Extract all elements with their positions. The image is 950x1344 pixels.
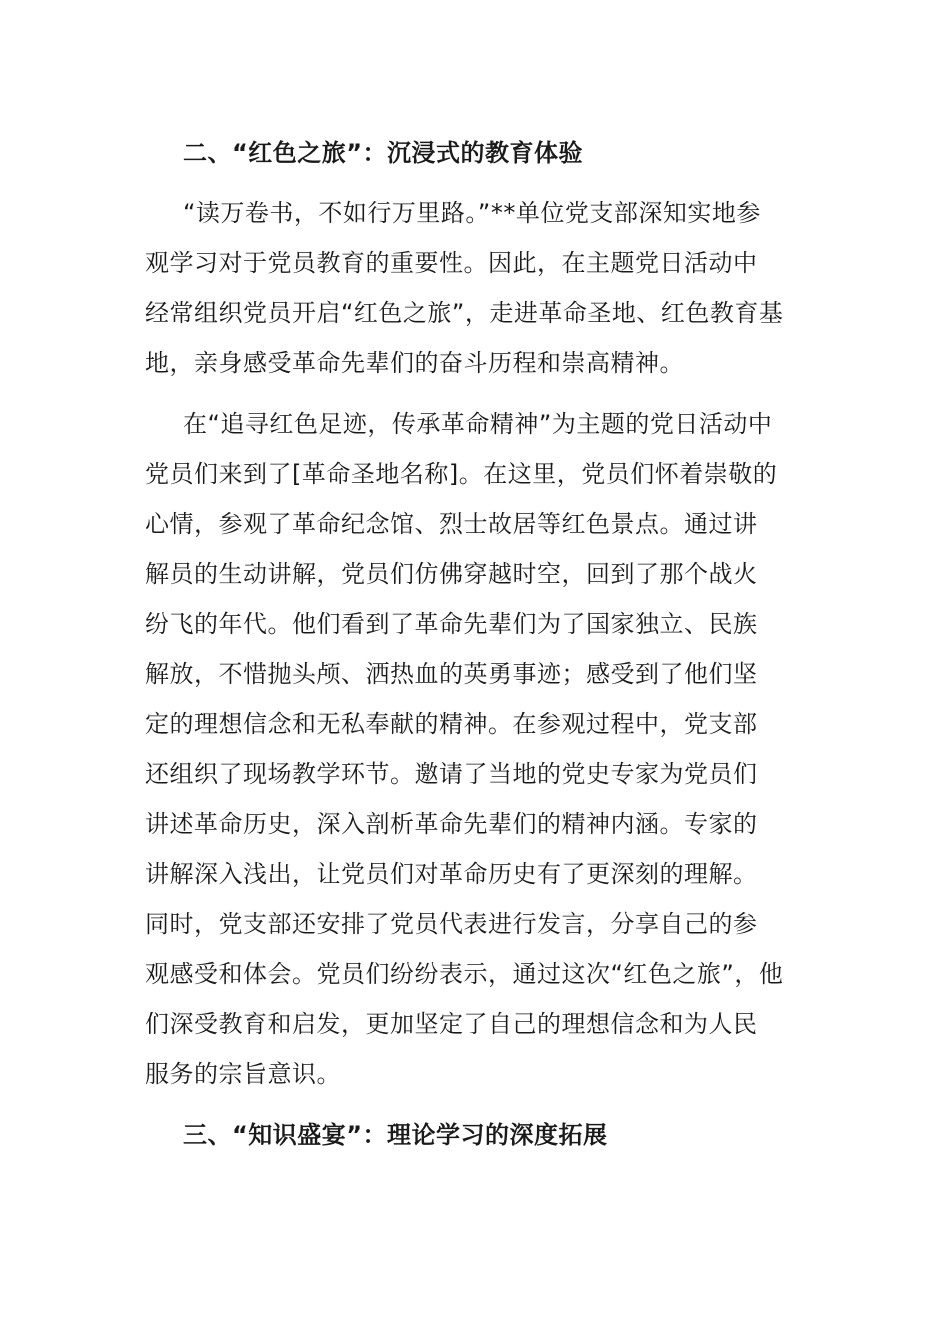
section-heading-2: 二、“红色之旅”：沉浸式的教育体验 <box>183 139 584 167</box>
paragraph-2-line: 服务的宗旨意识。 <box>145 1060 341 1088</box>
paragraph-2-line: 讲解深入浅出，让党员们对革命历史有了更深刻的理解。 <box>145 860 758 888</box>
paragraph-1-line: 观学习对于党员教育的重要性。因此，在主题党日活动中 <box>145 249 758 277</box>
paragraph-1 <box>145 188 807 388</box>
paragraph-1-line: 经常组织党员开启“红色之旅”，走进革命圣地、红色教育基 <box>145 299 784 327</box>
paragraph-1-line: “读万卷书，不如行万里路。”**单位党支部深知实地参 <box>183 199 761 227</box>
paragraph-2 <box>145 399 807 1099</box>
paragraph-2-line: 还组织了现场教学环节。邀请了当地的党史专家为党员们 <box>145 760 758 788</box>
section-heading-3: 三、“知识盛宴”：理论学习的深度拓展 <box>183 1121 608 1149</box>
paragraph-1-line: 地，亲身感受革命先辈们的奋斗历程和崇高精神。 <box>145 349 684 377</box>
paragraph-2-line: 观感受和体会。党员们纷纷表示，通过这次“红色之旅”，他 <box>145 960 784 988</box>
paragraph-2-line: 同时，党支部还安排了党员代表进行发言，分享自己的参 <box>145 910 758 938</box>
document-body <box>145 128 807 1160</box>
paragraph-2-line: 讲述革命历史，深入剖析革命先辈们的精神内涵。专家的 <box>145 810 758 838</box>
paragraph-2-line: 纷飞的年代。他们看到了革命先辈们为了国家独立、民族 <box>145 610 758 638</box>
paragraph-2-line: 们深受教育和启发，更加坚定了自己的理想信念和为人民 <box>145 1010 758 1038</box>
paragraph-2-line: 在“追寻红色足迹，传承革命精神”为主题的党日活动中 <box>183 410 773 438</box>
paragraph-2-line: 解员的生动讲解，党员们仿佛穿越时空，回到了那个战火 <box>145 560 758 588</box>
paragraph-2-line: 解放，不惜抛头颅、洒热血的英勇事迹；感受到了他们坚 <box>145 660 758 688</box>
paragraph-2-line: 心情，参观了革命纪念馆、烈士故居等红色景点。通过讲 <box>145 510 758 538</box>
paragraph-2-line: 党员们来到了[革命圣地名称]。在这里，党员们怀着崇敬的 <box>145 460 778 488</box>
paragraph-2-line: 定的理想信念和无私奉献的精神。在参观过程中，党支部 <box>145 710 758 738</box>
